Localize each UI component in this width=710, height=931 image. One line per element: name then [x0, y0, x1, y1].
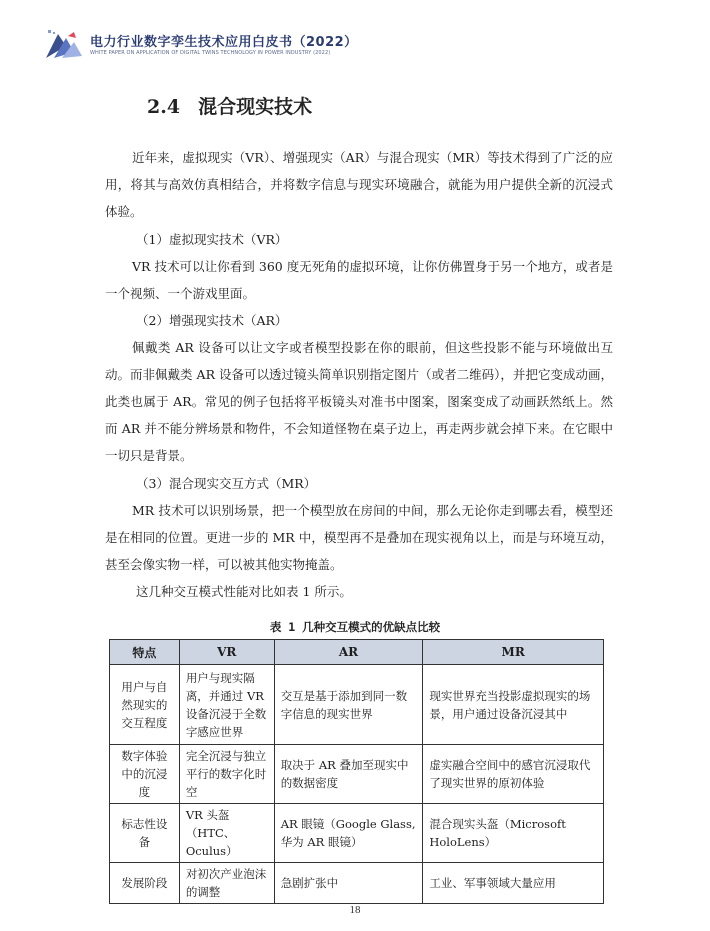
table-cell: VR 头盔（HTC、Oculus） [179, 804, 274, 863]
table-cell: 发展阶段 [110, 863, 180, 904]
table-cell: 工业、军事领域大量应用 [423, 863, 604, 904]
header-title: 电力行业数字孪生技术应用白皮书（2022） [90, 35, 358, 50]
table-cell: 用户与自然现实的交互程度 [110, 665, 180, 745]
table-cell: 虚实融合空间中的感官沉浸取代了现实世界的原初体验 [423, 745, 604, 804]
table-header-cell: VR [179, 640, 274, 665]
ar-paragraph: 佩戴类 AR 设备可以让文字或者模型投影在你的眼前，但这些投影不能与环境做出互动。而非佩戴类 AR 设备可以透过镜头简单识别指定图片（或者二维码），并把它变成动画，此类也属于 AR。常见的例子包括将平板镜头对准书中图案，图案变成了动画跃然纸上。然而 AR 并不能分辨场景和物件，不会知道怪物在桌子边上，再走两步就会掉下来。在它眼中一切只是背景。 [105, 340, 613, 463]
header-subtitle: WHITE PAPER ON APPLICATION OF DIGITAL TWINS TECHNOLOGY IN POWER INDUSTRY (2022) [90, 50, 331, 56]
vr-paragraph: VR 技术可以让你看到 360 度无死角的虚拟环境，让你仿佛置身于另一个地方，或者是一个视频、一个游戏里面。 [105, 259, 613, 301]
ar-heading: （2）增强现实技术（AR） [136, 313, 288, 328]
comparison-table [109, 639, 604, 904]
table-intro: 这几种交互模式性能对比如表 1 所示。 [136, 584, 352, 599]
table-cell: 数字体验中的沉浸度 [110, 745, 180, 804]
table-row [110, 863, 604, 904]
table-row [110, 804, 604, 863]
vr-heading: （1）虚拟现实技术（VR） [136, 232, 288, 247]
table-row [110, 665, 604, 745]
table-caption: 表 1 几种交互模式的优缺点比较 [269, 620, 441, 634]
section-heading [147, 92, 312, 119]
table-cell: 混合现实头盔（Microsoft HoloLens） [423, 804, 604, 863]
page-number: 18 [349, 904, 361, 916]
table-row [110, 745, 604, 804]
table-cell: 完全沉浸与独立平行的数字化时空 [179, 745, 274, 804]
table-cell: 现实世界充当投影虚拟现实的场景，用户通过设备沉浸其中 [423, 665, 604, 745]
table-header-cell: 特点 [110, 640, 180, 665]
section-title: 混合现实技术 [198, 96, 313, 118]
intro-paragraph: 近年来，虚拟现实（VR）、增强现实（AR）与混合现实（MR）等技术得到了广泛的应用，将其与高效仿真相结合，并将数字信息与现实环境融合，就能为用户提供全新的沉浸式体验。 [105, 150, 613, 219]
table-cell: 急剧扩张中 [274, 863, 423, 904]
table-cell: 对初次产业泡沫的调整 [179, 863, 274, 904]
table-header-cell: AR [274, 640, 423, 665]
table-cell: 取决于 AR 叠加至现实中的数据密度 [274, 745, 423, 804]
table-cell: AR 眼镜（Google Glass, 华为 AR 眼镜） [274, 804, 423, 863]
table-cell: 用户与现实隔离，并通过 VR 设备沉浸于全数字感应世界 [179, 665, 274, 745]
mr-heading: （3）混合现实交互方式（MR） [136, 476, 317, 491]
table-cell: 标志性设备 [110, 804, 180, 863]
mr-paragraph: MR 技术可以识别场景，把一个模型放在房间的中间，那么无论你走到哪去看，模型还是在相同的位置。更进一步的 MR 中，模型再不是叠加在现实视角以上，而是与环境互动，甚至会像实物一样，可以被其他实物掩盖。 [105, 503, 613, 572]
table-cell: 交互是基于添加到同一数字信息的现实世界 [274, 665, 423, 745]
table-header-row [110, 640, 604, 665]
table-header-cell: MR [423, 640, 604, 665]
section-number: 2.4 [147, 96, 181, 118]
logo-icon [44, 28, 84, 62]
page-header [44, 28, 684, 64]
